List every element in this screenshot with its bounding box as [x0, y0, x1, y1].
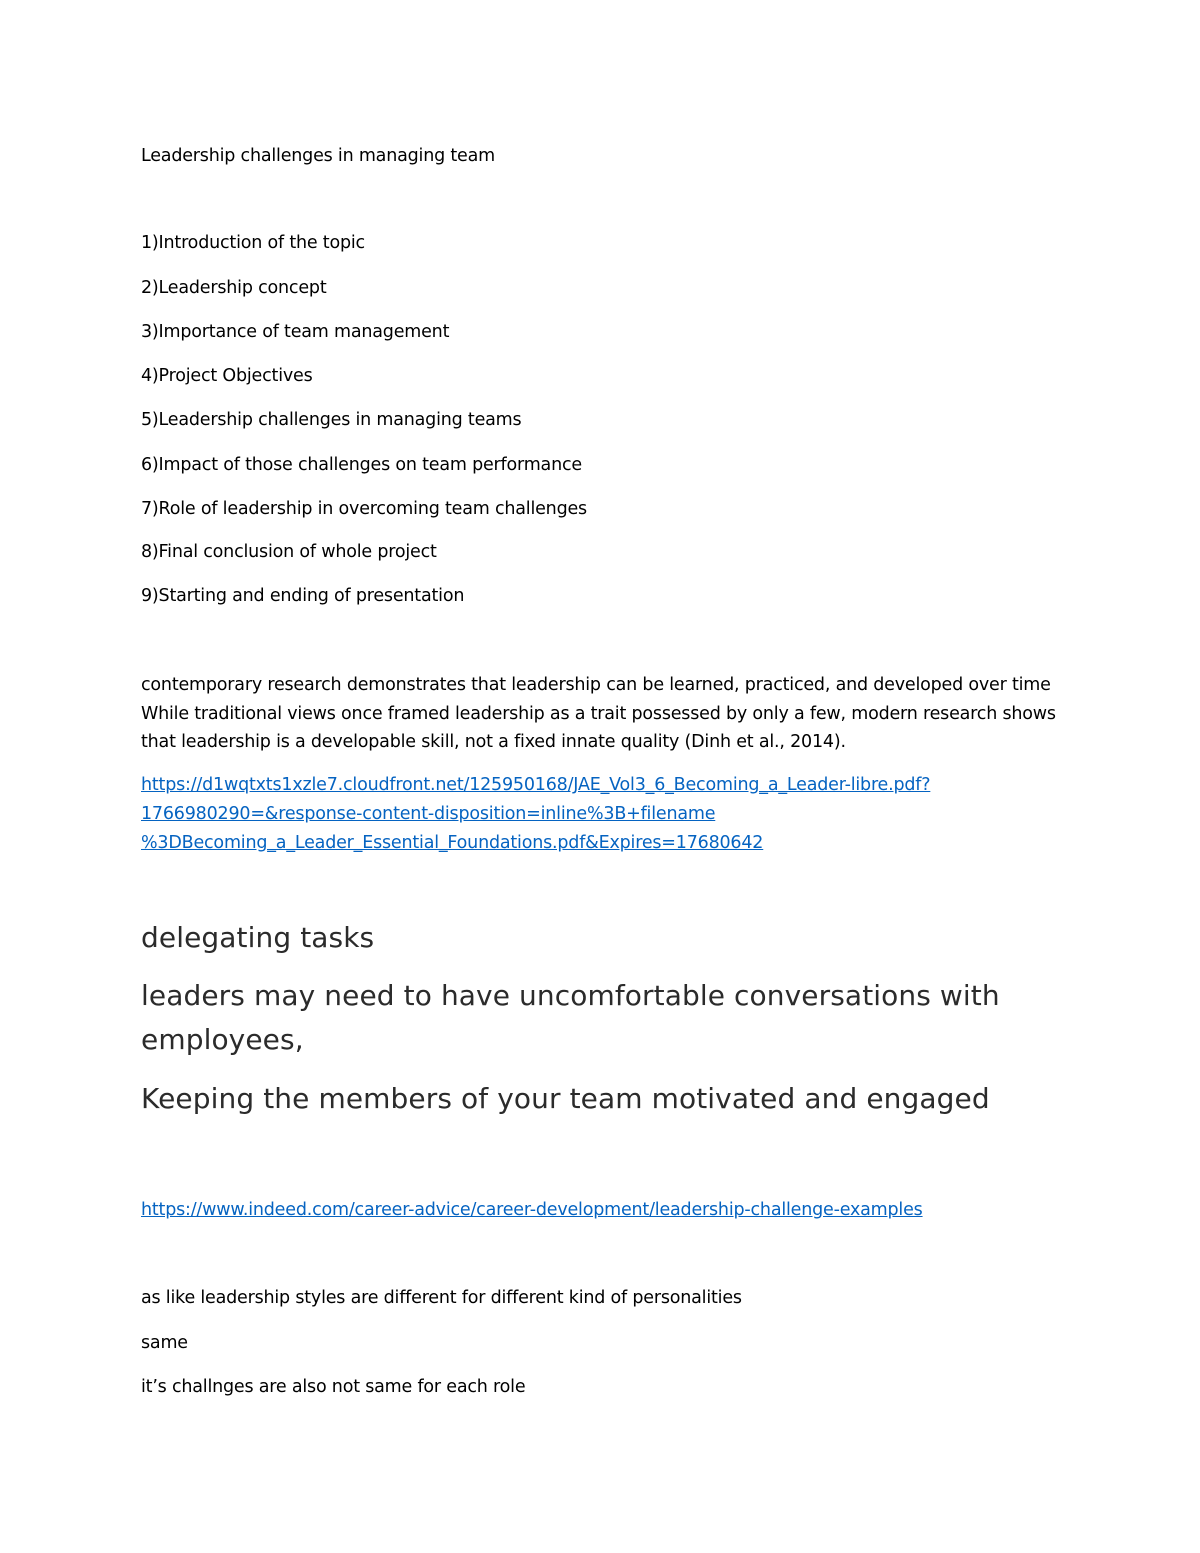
research-paragraph: contemporary research demonstrates that leadership can be learned, practiced, and developed over time While traditional views once framed leadership as a trait possessed by only a few, modern research shows that leadership is a developable skill, not a fixed innate quality (Dinh et al., 2014). — [141, 675, 1056, 752]
heading-team-motivation: Keeping the members of your team motivated and engaged — [141, 1082, 990, 1115]
indeed-link-text: https://www.indeed.com/career-advice/career-development/leadership-challenge-examples — [141, 1200, 923, 1220]
outline-item-5: 5)Leadership challenges in managing teams — [141, 410, 522, 430]
outline-item-1: 1)Introduction of the topic — [141, 233, 365, 253]
note-line-3: it’s challnges are also not same for each role — [141, 1377, 526, 1397]
cloudfront-link[interactable] — [141, 771, 1061, 858]
indeed-link[interactable] — [141, 1196, 1061, 1225]
cloudfront-link-line-2: 1766980290=&response-content-disposition=inline%3B+filename — [141, 804, 716, 824]
heading-uncomfortable-conversations: leaders may need to have uncomfortable conversations with employees, — [141, 979, 1000, 1056]
outline-item-7: 7)Role of leadership in overcoming team challenges — [141, 499, 587, 519]
note-line-2: same — [141, 1333, 188, 1353]
document-title: Leadership challenges in managing team — [141, 146, 495, 166]
cloudfront-link-line-3: %3DBecoming_a_Leader_Essential_Foundations.pdf&Expires=17680642 — [141, 833, 764, 853]
outline-item-3: 3)Importance of team management — [141, 322, 450, 342]
outline-item-6: 6)Impact of those challenges on team performance — [141, 455, 582, 475]
cloudfront-link-line-1: https://d1wqtxts1xzle7.cloudfront.net/125950168/JAE_Vol3_6_Becoming_a_Leader-libre.pdf? — [141, 775, 931, 795]
note-line-1: as like leadership styles are different for different kind of personalities — [141, 1288, 742, 1308]
outline-item-8: 8)Final conclusion of whole project — [141, 542, 437, 562]
outline-item-2: 2)Leadership concept — [141, 278, 327, 298]
heading-delegating-tasks: delegating tasks — [141, 921, 375, 954]
outline-item-4: 4)Project Objectives — [141, 366, 313, 386]
outline-item-9: 9)Starting and ending of presentation — [141, 586, 465, 606]
